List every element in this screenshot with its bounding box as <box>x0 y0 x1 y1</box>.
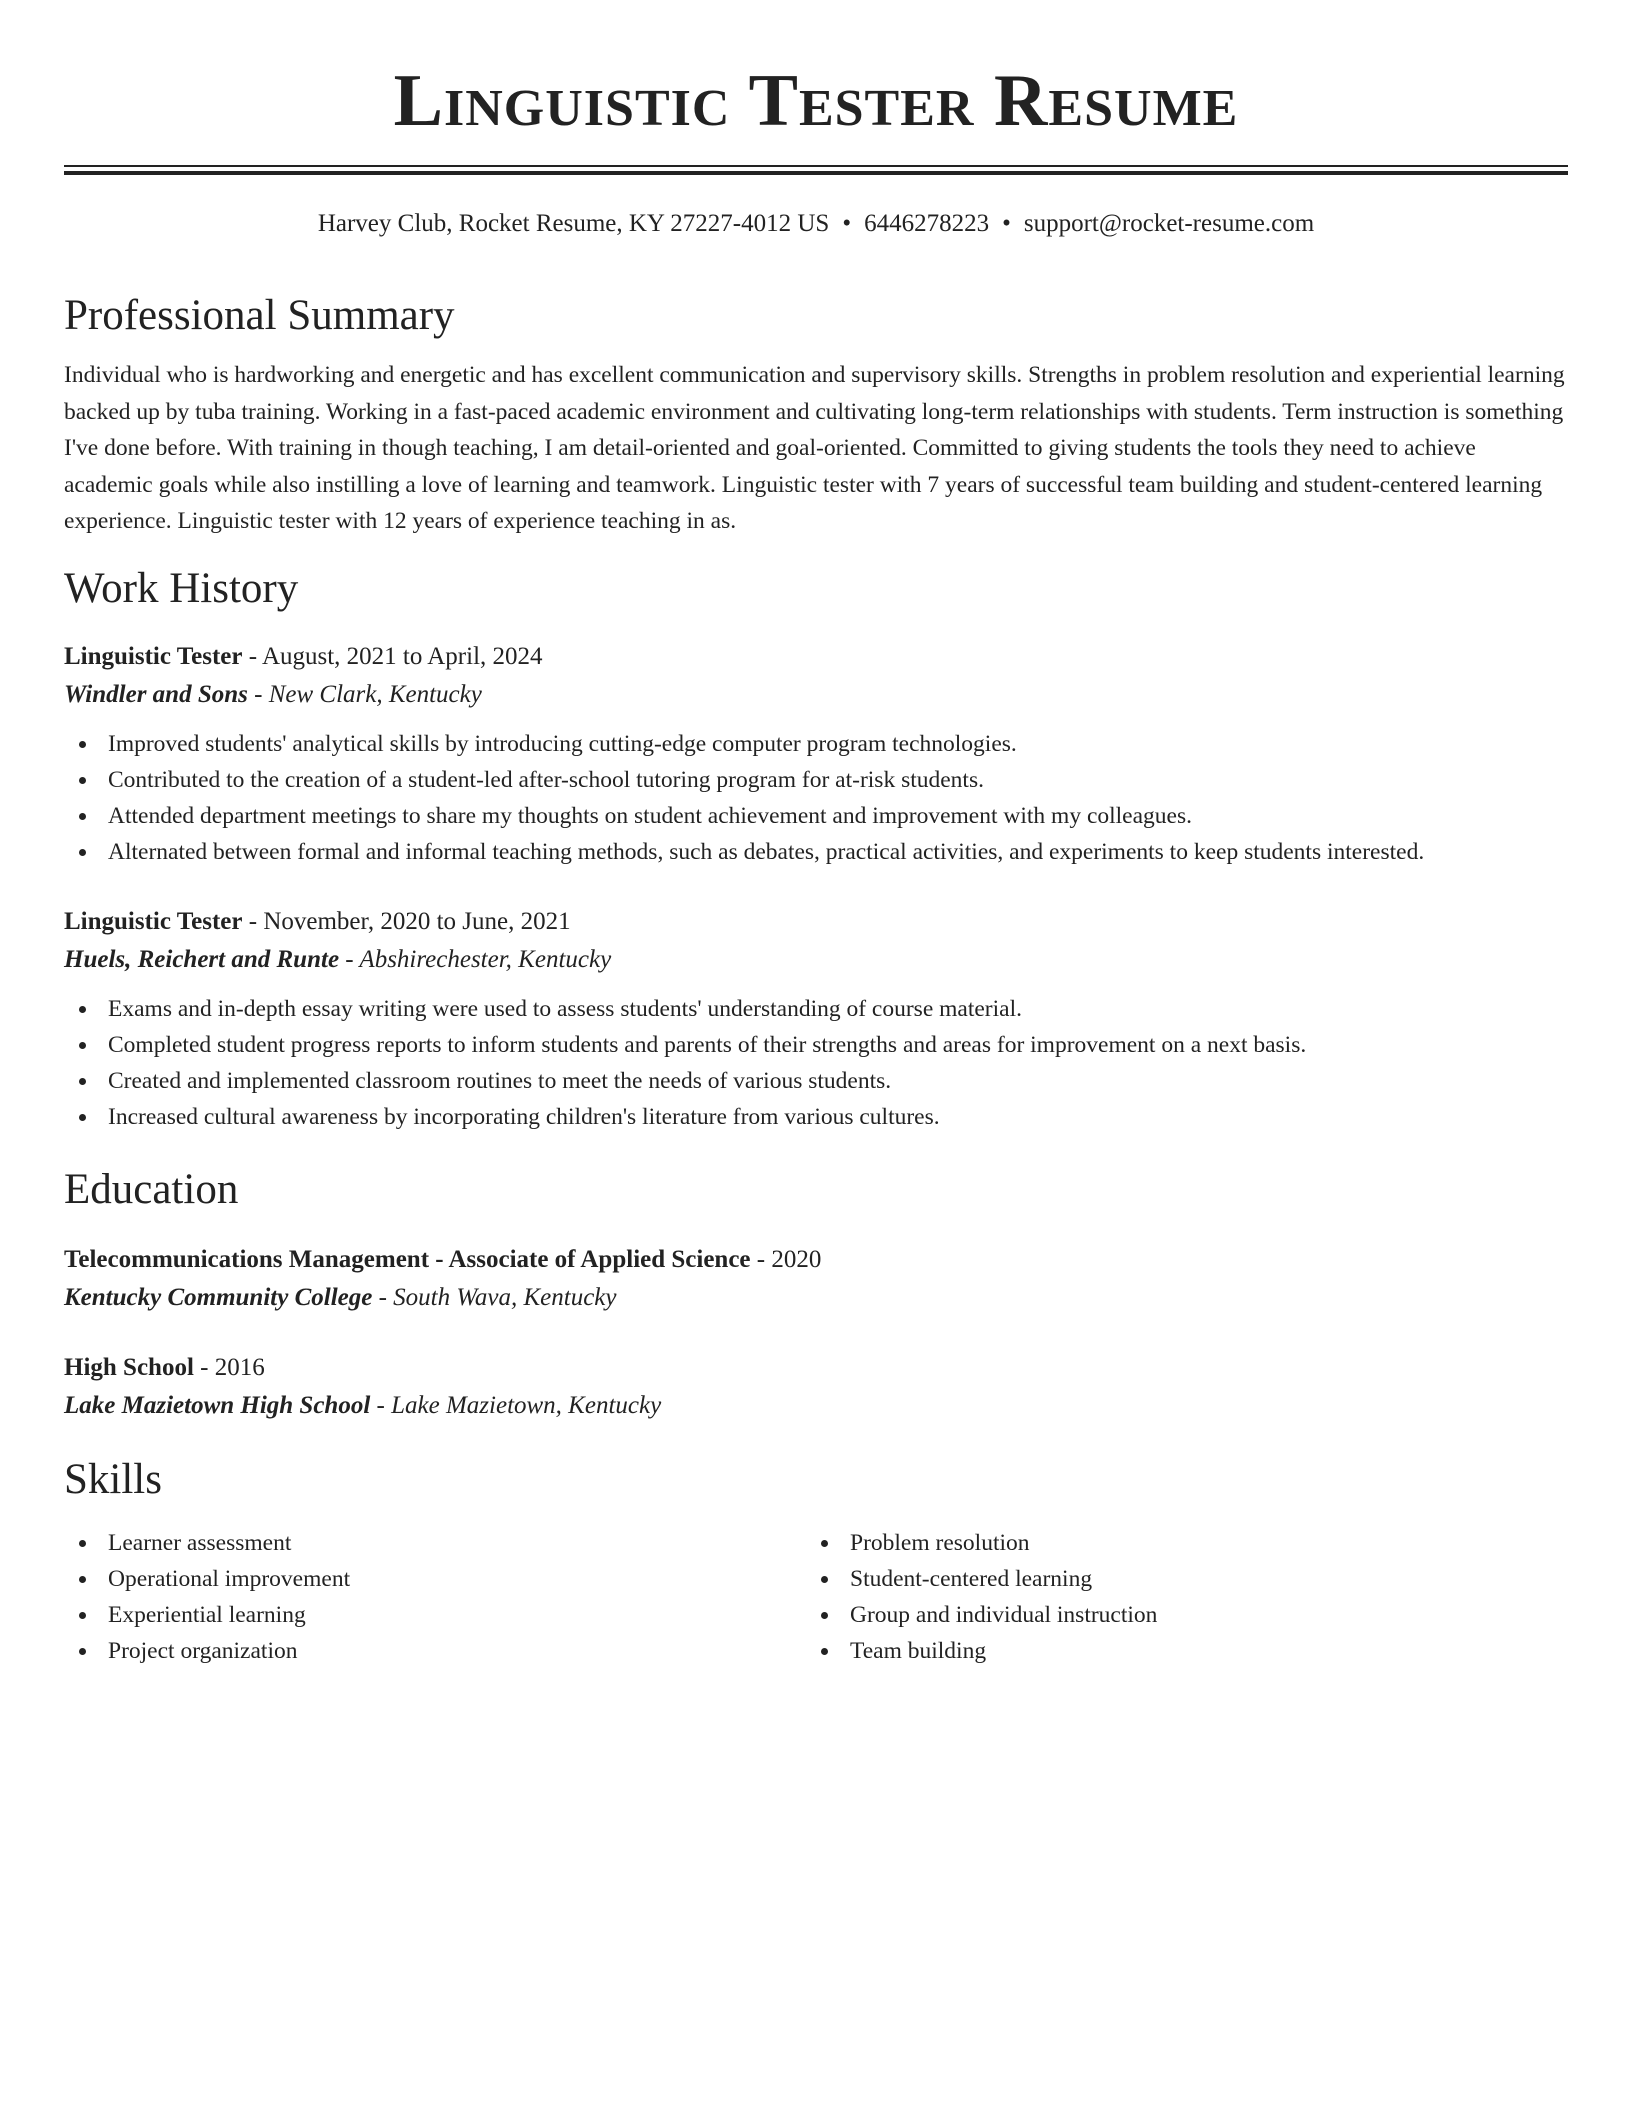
bullet-icon <box>821 1648 828 1655</box>
contact-phone: 6446278223 <box>864 210 990 237</box>
skills-list <box>806 1525 1548 1669</box>
list-item <box>64 1597 806 1633</box>
job-title-line <box>64 903 1568 941</box>
job-company-line <box>64 676 1568 714</box>
skill-text: Experiential learning <box>108 1601 306 1628</box>
contact-email[interactable]: support@rocket-resume.com <box>1023 210 1315 237</box>
list-item <box>64 1561 806 1597</box>
skill-text: Learner assessment <box>108 1529 292 1556</box>
bullet-text: Improved students' analytical skills by introducing cutting-edge computer program technologies. <box>108 730 1017 757</box>
job-title: Linguistic Tester <box>64 907 243 935</box>
list-item <box>64 1525 806 1561</box>
school-name: Kentucky Community College <box>64 1283 373 1311</box>
degree-year: - 2020 <box>750 1245 822 1273</box>
skills-grid <box>64 1525 1568 1669</box>
bullet-icon <box>79 813 86 820</box>
job-entry <box>64 903 1568 1135</box>
skills-column-left <box>64 1525 806 1669</box>
skills-heading: Skills <box>64 1455 162 1503</box>
list-item <box>64 798 1568 834</box>
contact-address: Harvey Club, Rocket Resume, KY 27227-4012 US <box>317 210 830 237</box>
skills-column-right <box>806 1525 1548 1669</box>
bullet-icon <box>821 1540 828 1547</box>
contact-separator: • <box>842 210 852 237</box>
school-line <box>64 1387 1568 1425</box>
skill-text: Team building <box>850 1637 987 1664</box>
education-entry <box>64 1241 1568 1317</box>
bullet-icon <box>79 1078 86 1085</box>
degree-line <box>64 1349 1568 1387</box>
bullet-text: Exams and in-depth essay writing were used to assess students' understanding of course material. <box>108 995 1022 1022</box>
school-location: - South Wava, Kentucky <box>372 1283 617 1311</box>
bullet-text: Attended department meetings to share my thoughts on student achievement and improvement with my colleagues. <box>108 802 1192 829</box>
bullet-text: Created and implemented classroom routines to meet the needs of various students. <box>108 1067 892 1094</box>
list-item <box>64 1633 806 1669</box>
bullet-icon <box>821 1612 828 1619</box>
job-bullet-list <box>64 991 1568 1135</box>
bullet-icon <box>79 1612 86 1619</box>
contact-separator: • <box>1002 210 1011 237</box>
education-heading: Education <box>64 1165 239 1213</box>
job-company-line <box>64 941 1568 979</box>
bullet-icon <box>79 1576 86 1583</box>
bullet-icon <box>79 741 86 748</box>
list-item <box>64 1063 1568 1099</box>
bullet-icon <box>821 1576 828 1583</box>
bullet-icon <box>79 849 86 856</box>
job-entry <box>64 638 1568 870</box>
skill-text: Operational improvement <box>108 1565 351 1592</box>
skill-text: Group and individual instruction <box>850 1601 1158 1628</box>
summary-text: Individual who is hardworking and energetic and has excellent communication and supervisory skills. Strengths in problem resolution and experiential learning backed up by tuba training. Working in a fast-paced academic environment and cultivating long-term relationships with students. Term instruction is something I've done before. With training in though teaching, I am detail-oriented and goal-oriented. Committed to giving students the tools they need to achieve academic goals while also instilling a love of learning and teamwork. Linguistic tester with 7 years of successful team building and student-centered learning experience. Linguistic tester with 12 years of experience teaching in as. <box>64 362 1565 534</box>
job-dates: - November, 2020 to June, 2021 <box>242 907 571 935</box>
school-location: - Lake Mazietown, Kentucky <box>370 1391 662 1419</box>
work-history-heading: Work History <box>64 564 299 612</box>
bullet-icon <box>79 1006 86 1013</box>
resume-title: Linguistic Tester Resume <box>393 60 1239 142</box>
bullet-icon <box>79 1042 86 1049</box>
list-item <box>64 991 1568 1027</box>
job-location: - New Clark, Kentucky <box>247 680 482 708</box>
job-company: Windler and Sons <box>64 680 248 708</box>
school-line <box>64 1279 1568 1317</box>
job-dates: - August, 2021 to April, 2024 <box>242 642 543 670</box>
bullet-text: Contributed to the creation of a student-led after-school tutoring program for at-risk students. <box>108 766 984 793</box>
degree-line <box>64 1241 1568 1279</box>
list-item <box>64 834 1568 870</box>
job-company: Huels, Reichert and Runte <box>64 945 340 973</box>
skill-text: Student-centered learning <box>850 1565 1093 1592</box>
bullet-icon <box>79 1114 86 1121</box>
skill-text: Project organization <box>108 1637 298 1664</box>
list-item <box>806 1597 1548 1633</box>
bullet-text: Alternated between formal and informal teaching methods, such as debates, practical activities, and experiments to keep students interested. <box>108 838 1425 865</box>
school-name: Lake Mazietown High School <box>64 1391 371 1419</box>
skills-list <box>64 1525 806 1669</box>
list-item <box>64 726 1568 762</box>
education-entry <box>64 1349 1568 1425</box>
bullet-icon <box>79 1648 86 1655</box>
contact-line <box>64 207 1568 241</box>
list-item <box>64 1099 1568 1135</box>
summary-heading: Professional Summary <box>64 292 455 339</box>
bullet-icon <box>79 1540 86 1547</box>
title-double-rule <box>64 165 1568 175</box>
job-title: Linguistic Tester <box>64 642 243 670</box>
list-item <box>806 1525 1548 1561</box>
job-title-line <box>64 638 1568 676</box>
skill-text: Problem resolution <box>850 1529 1030 1556</box>
degree-name: High School <box>64 1353 194 1381</box>
job-location: - Abshirechester, Kentucky <box>339 945 612 973</box>
degree-year: - 2016 <box>193 1353 265 1381</box>
list-item <box>64 1027 1568 1063</box>
bullet-icon <box>79 777 86 784</box>
bullet-text: Completed student progress reports to inform students and parents of their strengths and areas for improvement on a next basis. <box>108 1031 1307 1058</box>
list-item <box>806 1561 1548 1597</box>
bullet-text: Increased cultural awareness by incorporating children's literature from various cultures. <box>108 1103 940 1130</box>
list-item <box>64 762 1568 798</box>
job-bullet-list <box>64 726 1568 870</box>
list-item <box>806 1633 1548 1669</box>
degree-name: Telecommunications Management - Associate of Applied Science <box>64 1245 751 1273</box>
